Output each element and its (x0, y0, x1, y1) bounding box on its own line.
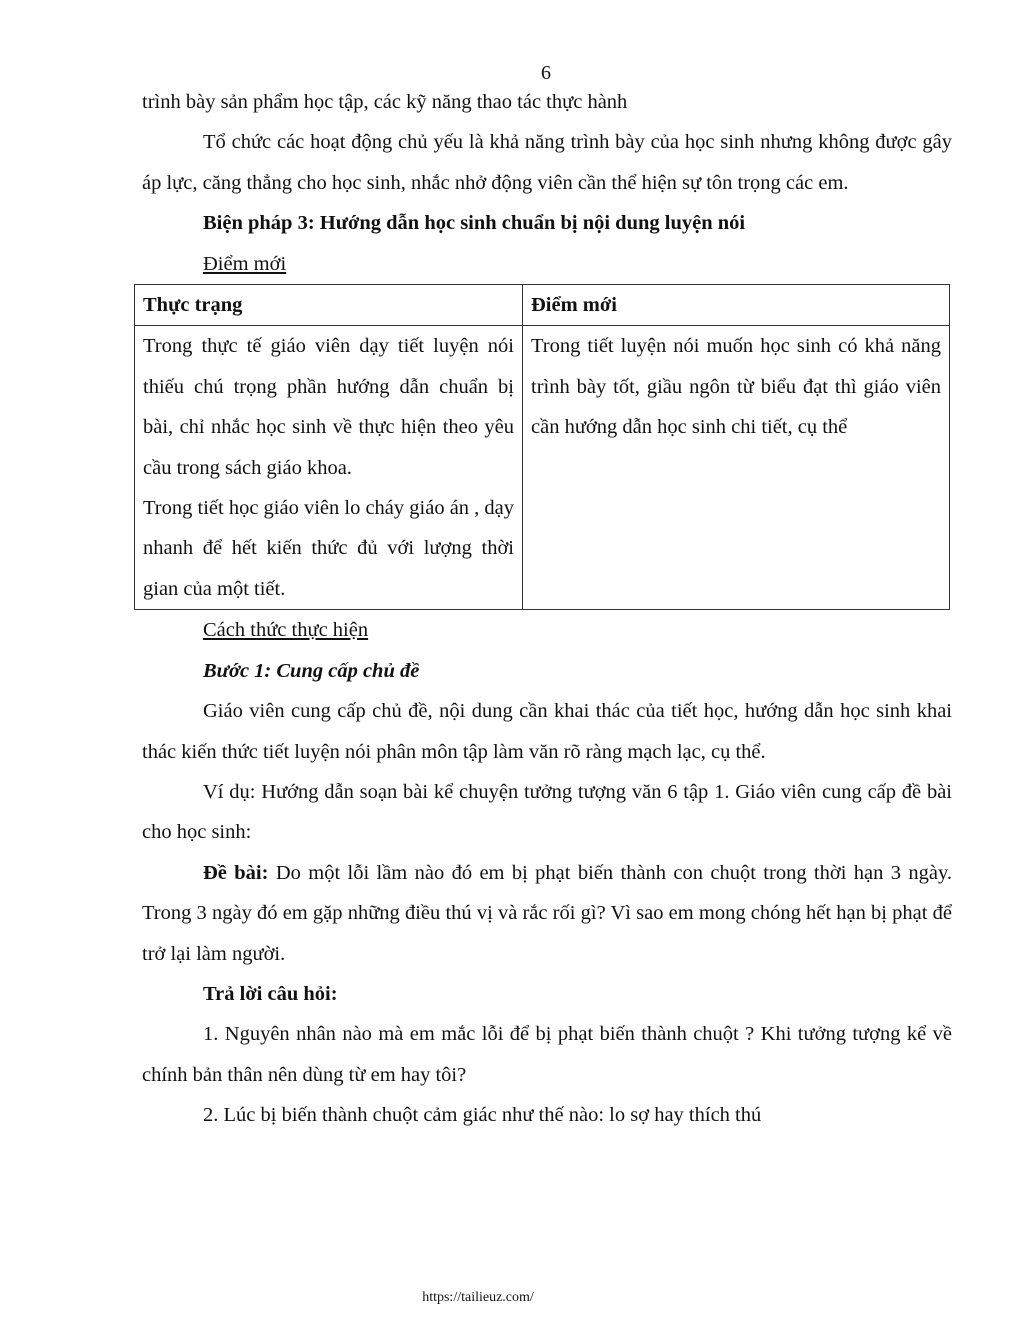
paragraph: Tổ chức các hoạt động chủ yếu là khả năng trình bày của học sinh nhưng không được gây áp lực, căng thẳng cho học sinh, nhắc nhở động viên cần thể hiện sự tôn trọng các em. (142, 131, 952, 194)
cell-paragraph: Trong tiết học giáo viên lo cháy giáo án , dạy nhanh để hết kiến thức đủ với lượng thời gian của một tiết. (143, 497, 515, 600)
table-header-current: Thực trạng (135, 285, 523, 326)
table-header-new: Điểm mới (523, 285, 950, 326)
step1-heading: Bước 1: Cung cấp chủ đề (203, 659, 420, 682)
paragraph: Giáo viên cung cấp chủ đề, nội dung cần khai thác của tiết học, hướng dẫn học sinh khai thác kiến thức tiết luyện nói phân môn tập làm văn rõ ràng mạch lạc, cụ thể. (142, 700, 952, 763)
question-item: 1. Nguyên nhân nào mà em mắc lỗi để bị phạt biến thành chuột ? Khi tưởng tượng kể về chính bản thân nên dùng từ em hay tôi? (142, 1023, 952, 1086)
new-point-label: Điểm mới (203, 252, 287, 275)
table-cell-current (135, 326, 523, 610)
cell-paragraph: Trong thực tế giáo viên dạy tiết luyện nói thiếu chú trọng phần hướng dẫn chuẩn bị bài, chỉ nhắc học sinh về thực hiện theo yêu cầu trong sách giáo khoa. (143, 335, 514, 479)
cell-paragraph: Trong tiết luyện nói muốn học sinh có khả năng trình bày tốt, giầu ngôn từ biểu đạt thì giáo viên cần hướng dẫn học sinh chi tiết, cụ thể (531, 335, 941, 439)
document-body (142, 82, 952, 1136)
method-label: Cách thức thực hiện (203, 619, 369, 642)
table-header-row (135, 285, 950, 326)
comparison-table (134, 284, 950, 610)
answer-heading: Trả lời câu hỏi: (203, 982, 338, 1005)
footer-url: https://tailieuz.com/ (422, 1290, 534, 1305)
topic-label: Đề bài: (203, 861, 269, 884)
paragraph: trình bày sản phẩm học tập, các kỹ năng thao tác thực hành (142, 91, 628, 113)
topic-text: Do một lỗi lầm nào đó em bị phạt biến thành con chuột trong thời hạn 3 ngày. Trong 3 ngày đó em gặp những điều thú vị và rắc rối gì? Vì sao em mong chóng hết hạn bị phạt để trở lại làm người. (142, 861, 953, 965)
question-item: 2. Lúc bị biến thành chuột cảm giác như thế nào: lo sợ hay thích thú (203, 1104, 762, 1127)
topic-paragraph (142, 853, 952, 974)
table-cell-new (523, 326, 950, 610)
paragraph: Ví dụ: Hướng dẫn soạn bài kể chuyện tưởng tượng văn 6 tập 1. Giáo viên cung cấp đề bài cho học sinh: (142, 780, 952, 844)
table-row (135, 326, 950, 610)
page-number: 6 (541, 62, 551, 84)
measure-heading: Biện pháp 3: Hướng dẫn học sinh chuẩn bị nội dung luyện nói (203, 212, 746, 235)
